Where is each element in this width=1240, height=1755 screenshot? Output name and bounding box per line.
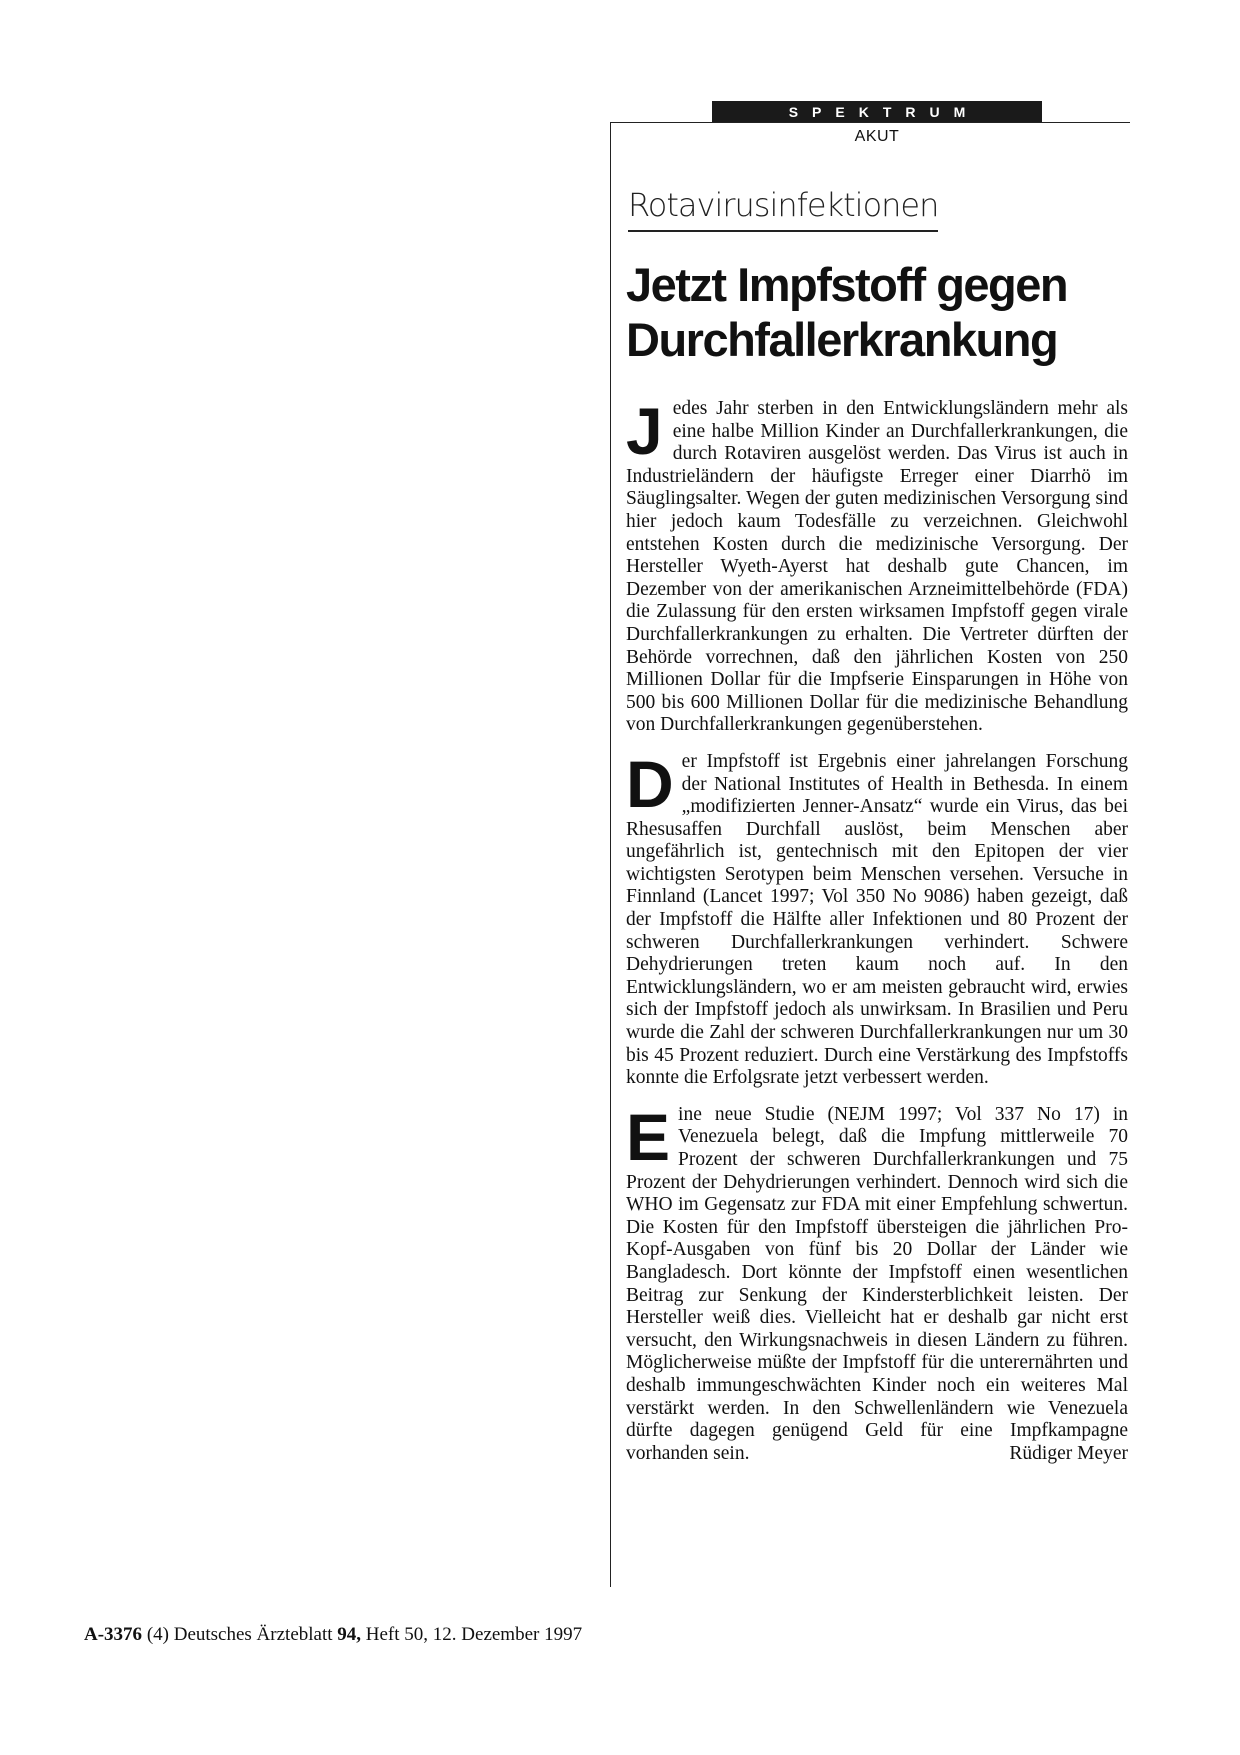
author-name: Rüdiger Meyer (1009, 1442, 1128, 1464)
journal-volume: 94, (337, 1624, 362, 1645)
page-code: A-3376 (84, 1624, 143, 1645)
article-body (626, 394, 1128, 1479)
issue-date: Heft 50, 12. Dezember 1997 (365, 1624, 583, 1645)
column-rule (610, 122, 611, 1587)
paragraph-text: ine neue Studie (NEJM 1997; Vol 337 No 17) in Venezuela belegt, daß die Impfung mittlerweile 70 Prozent der schweren Durchfallerkrankungen und 75 Prozent der Dehydrierungen verhindert. Dennoch wird sich die WHO im Gegensatz zur FDA mit einer Empfehlung schwertun. Die Kosten für den Impfstoff übersteigen die jährlichen Pro-Kopf-Ausgaben von fünf bis 20 Dollar der Länder wie Bangladesch. Dort könnte der Impfstoff einen wesentlichen Beitrag zur Senkung der Kindersterblichkeit leisten. Der Hersteller weiß dies. Vielleicht hat er deshalb gar nicht erst versucht, den Wirkungsnachweis in diesen Ländern zu führen. Möglicherweise müßte der Impfstoff für die unterernährten und deshalb immungeschwächten Kinder noch ein weiteres Mal verstärkt werden. In den Schwellenländern wie Venezuela dürfte dagegen genügend Geld für eine Impfkampagne vorhanden sein. (626, 1103, 1128, 1464)
paragraph-3 (626, 1099, 1128, 1466)
drop-cap: E (626, 1099, 671, 1174)
page-footer (84, 1624, 582, 1646)
paragraph-text: er Impfstoff ist Ergebnis einer jahrelangen Forschung der National Institutes of Health in Bethesda. In einem „modifizierten Jenner-Ansatz“ wurde ein Virus, das bei Rhesusaffen Durchfall auslöst, beim Menschen aber ungefährlich ist, gentechnisch mit den Epitopen der vier wichtigsten Serotypen beim Menschen versehen. Versuche in Finnland (Lancet 1997; Vol 350 No 9086) haben gezeigt, daß der Impfstoff die Hälfte aller Infektionen und 80 Prozent der schweren Durchfallerkrankungen verhindert. Schwere Dehydrierungen treten kaum noch auf. In den Entwicklungsländern, wo er am meisten gebraucht wird, erwies sich der Impfstoff jedoch als unwirksam. In Brasilien und Peru wurde die Zahl der schweren Durchfallerkrankungen nur um 30 bis 45 Prozent reduziert. Durch eine Verstärkung des Impfstoffs konnte die Erfolgsrate jetzt verbessert werden. (626, 750, 1128, 1089)
drop-cap: J (626, 394, 663, 468)
headline-line-2: Durchfallerkrankung (626, 313, 1058, 366)
headline-line-1: Jetzt Impfstoff gegen (626, 258, 1068, 311)
header-rule (610, 122, 1130, 123)
article-kicker: Rotavirusinfektionen (628, 186, 938, 232)
paragraph-text: edes Jahr sterben in den Entwicklungsländern mehr als eine halbe Million Kinder an Durchfallerkrankungen, die durch Rotaviren ausgelöst werden. Das Virus ist auch in Industrieländern der häufigste Erreger einer Diarrhö im Säuglingsalter. Wegen der guten medizinischen Versorgung sind hier jedoch kaum Todesfälle zu verzeichnen. Gleichwohl entstehen Kosten durch die medizinische Versorgung. Der Hersteller Wyeth-Ayerst hat deshalb gute Chancen, im Dezember von der amerikanischen Arzneimittelbehörde (FDA) die Zulassung für den ersten wirksamen Impfstoff gegen virale Durchfallerkrankungen zu erhalten. Die Vertreter dürften der Behörde vorrechnen, daß den jährlichen Kosten von 250 Millionen Dollar für die Impfserie Einsparungen in Höhe von 500 bis 600 Millionen Dollar für die medizinische Behandlung von Durchfallerkrankungen gegenüberstehen. (626, 398, 1128, 736)
page-number: (4) (146, 1624, 169, 1645)
drop-cap: D (626, 746, 674, 821)
subsection-label: AKUT (854, 128, 900, 145)
paragraph-1 (626, 394, 1128, 737)
section-label: SPEKTRUM (712, 101, 1042, 123)
journal-name: Deutsches Ärzteblatt (173, 1624, 333, 1645)
article-headline (626, 257, 1146, 367)
paragraph-2 (626, 746, 1128, 1090)
